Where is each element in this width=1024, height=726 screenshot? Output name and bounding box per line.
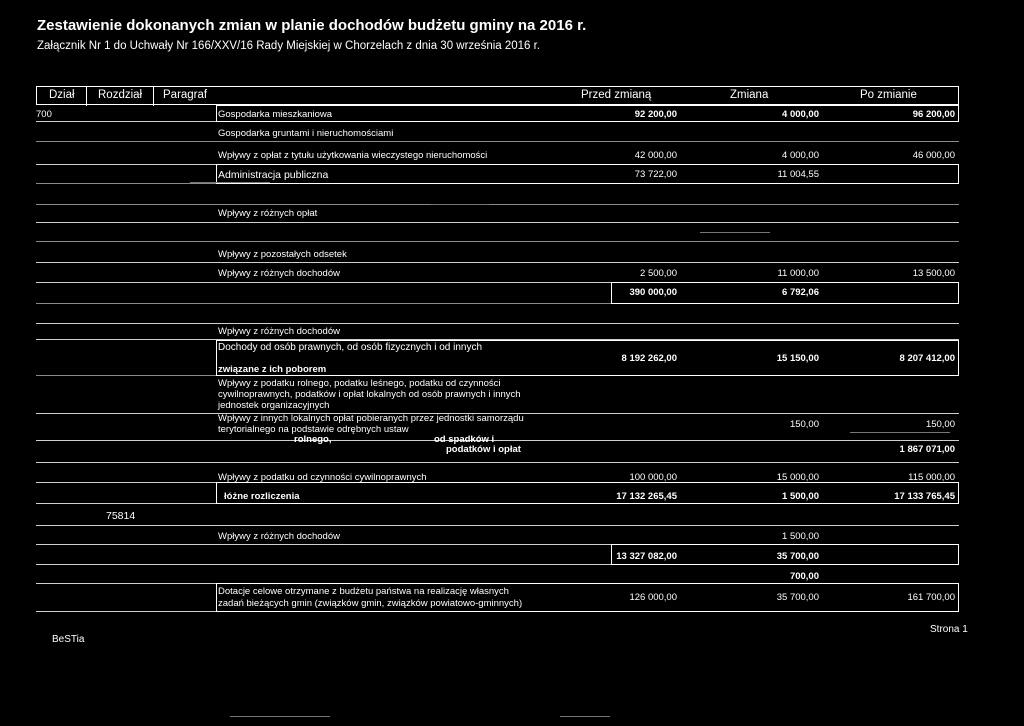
cell-desc: Wpływy z opłat z tytułu użytkowania wieczystego nieruchomości [218,150,488,161]
cell-po: 96 200,00 [912,109,955,120]
header-rozdzial: Rozdział [98,89,143,101]
cell-przed: 126 000,00 [629,592,677,603]
cell-przed: 100 000,00 [629,472,677,483]
cell-desc: Administracja publiczna [218,169,329,181]
table-header [36,86,959,105]
cell-przed: 390 000,00 [629,287,677,298]
cell-przed: 17 132 265,45 [616,491,677,502]
cell-po: 8 207 412,00 [899,353,955,364]
cell-zmiana: 35 700,00 [776,551,819,562]
cell-desc-line1: Wpływy z podatku rolnego, podatku leśnego, podatku od czynności [218,378,501,389]
row-box-rozliczenia [216,482,959,504]
cell-po: 1 867 071,00 [899,444,955,455]
cell-przed: 92 200,00 [634,109,677,120]
header-paragraf: Paragraf [163,89,208,101]
cell-desc: Wpływy z różnych dochodów [218,326,340,337]
header-zmiana: Zmiana [730,89,769,101]
footer-software: BeSTia [52,634,85,645]
cell-zmiana: 1 500,00 [782,491,819,502]
cell-po: 13 500,00 [912,268,955,279]
cell-zmiana: 11 004,55 [777,169,819,180]
header-przed: Przed zmianą [581,89,652,101]
cell-fragment: rolnego, [294,434,332,445]
budget-table [36,86,959,616]
cell-dzial: 700 [36,109,52,120]
cell-zmiana: 6 792,06 [782,287,819,298]
cell-zmiana: 1 500,00 [782,531,819,542]
cell-rozdzial: 75814 [106,510,136,522]
cell-desc: Wpływy z różnych opłat [218,208,318,219]
cell-zmiana: 35 700,00 [776,592,819,603]
scan-artifact [230,716,330,717]
cell-desc-line1: Dotacje celowe otrzymane z budżetu państwa na realizację własnych [218,586,509,597]
cell-po: 17 133 765,45 [894,491,955,502]
cell-zmiana: 700,00 [789,571,819,582]
cell-desc: Wpływy z pozostałych odsetek [218,249,347,260]
cell-zmiana: 11 000,00 [777,268,819,279]
cell-desc-line2: związane z ich poborem [218,364,327,375]
cell-przed: 42 000,00 [634,150,677,161]
document-subtitle: Załącznik Nr 1 do Uchwały Nr 166/XXV/16 Rady Miejskiej w Chorzelach z dnia 30 września 2016 r. [37,40,541,52]
cell-po: 46 000,00 [912,150,955,161]
cell-desc: Wpływy z podatku od czynności cywilnoprawnych [218,472,427,483]
cell-przed: 8 192 262,00 [621,353,677,364]
cell-desc: Wpływy z różnych dochodów [218,531,340,542]
cell-przed: 13 327 082,00 [616,551,677,562]
cell-desc-line2: zadań bieżących gmin (związków gmin, związków powiatowo-gminnych) [218,598,523,609]
cell-przed: 2 500,00 [640,268,677,279]
cell-desc: Wpływy z różnych dochodów [218,268,340,279]
cell-desc-line2: terytorialnego na podstawie odrębnych ustaw [218,424,409,435]
cell-desc-line2: cywilnoprawnych, podatków i opłat lokalnych od osób prawnych i innych [218,389,521,400]
cell-desc: Gospodarka mieszkaniowa [218,109,333,120]
cell-przed: 73 722,00 [634,169,677,180]
cell-fragment: podatków i opłat [446,444,521,455]
cell-desc-line1: Wpływy z innych lokalnych opłat pobieranych przez jednostki samorządu [218,413,524,424]
scan-artifact [560,716,610,717]
header-po: Po zmianie [860,89,917,101]
cell-desc: łóżne rozliczenia [224,491,300,502]
cell-desc: Gospodarka gruntami i nieruchomościami [218,128,394,139]
cell-desc-line1: Dochody od osób prawnych, od osób fizycznych i od innych [218,342,483,353]
scan-artifact [190,182,270,183]
scan-artifact [700,232,770,233]
cell-zmiana: 4 000,00 [782,150,819,161]
cell-zmiana: 4 000,00 [782,109,819,120]
scan-artifact [430,204,490,205]
cell-zmiana: 15 150,00 [776,353,819,364]
document-title: Zestawienie dokonanych zmian w planie dochodów budżetu gminy na 2016 r. [37,17,587,34]
scan-artifact [850,432,950,433]
cell-zmiana: 150,00 [789,419,819,430]
cell-zmiana: 15 000,00 [776,472,819,483]
cell-po: 150,00 [925,419,955,430]
header-dzial: Dział [49,89,75,101]
footer-page-number: Strona 1 [930,624,968,635]
cell-po: 115 000,00 [908,472,955,483]
cell-fragment: od spadków i [434,434,495,445]
cell-desc-line3: jednostek organizacyjnych [218,400,330,411]
cell-po: 161 700,00 [907,592,955,603]
